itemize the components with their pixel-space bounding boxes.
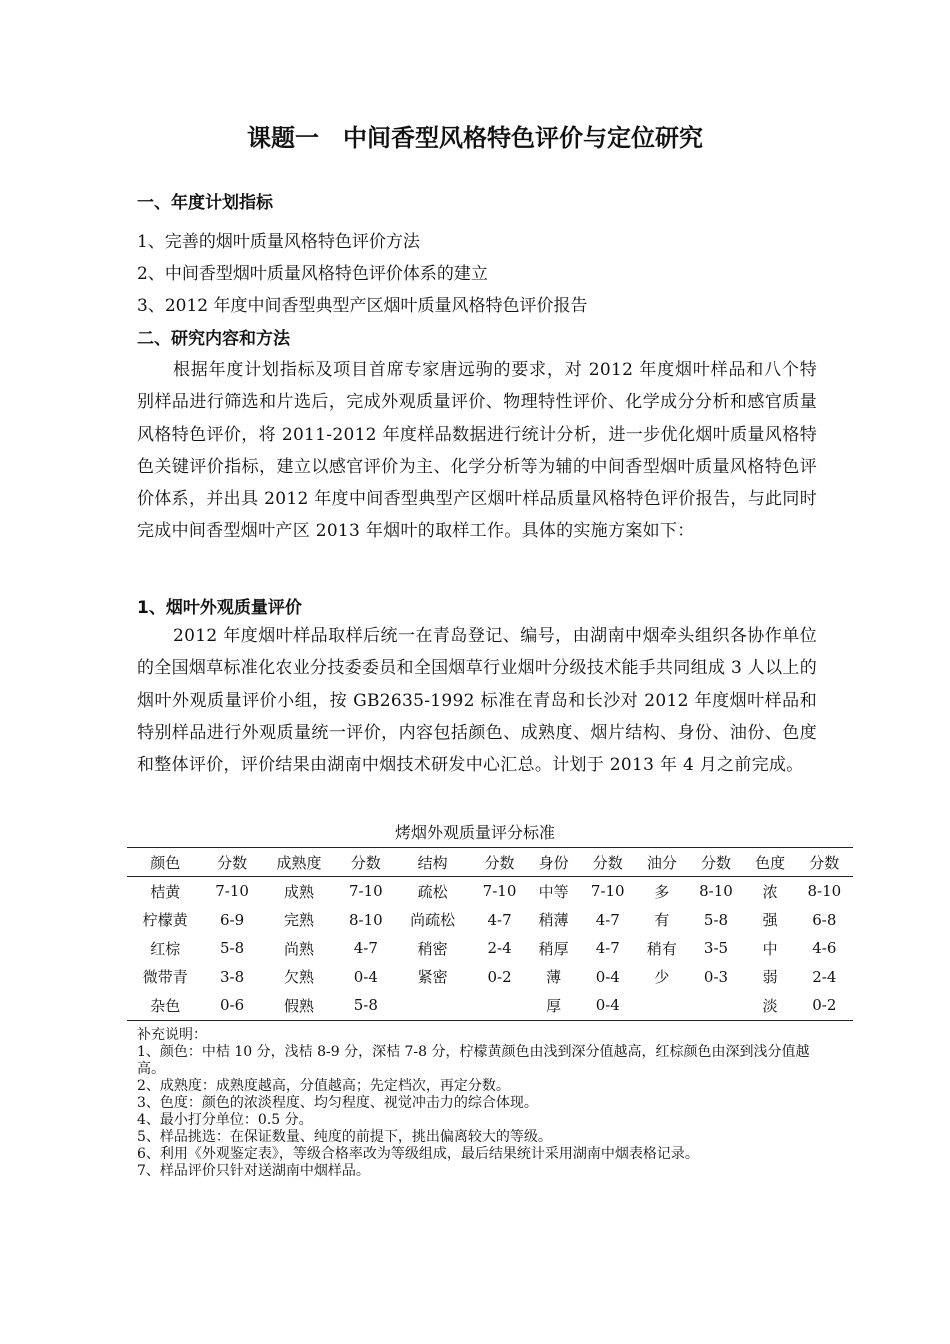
page-title: 课题一 中间香型风格特色评价与定位研究 [247,124,703,152]
table-cell: 薄 [546,968,562,987]
header-cell: 色度 [745,848,796,877]
table-cell: 8-10 [699,882,733,901]
table-cell: 2-4 [487,939,512,958]
table-cell: 红棕 [150,939,181,958]
table-cell: 6-9 [220,910,245,929]
plan-item-1: 1、完善的烟叶质量风格特色评价方法 [137,232,420,252]
table-row [127,991,853,1020]
table-cell: 尚疏松 [410,911,456,930]
table-row [127,877,853,906]
note-item: 1、颜色：中桔 10 分，浅桔 8-9 分，深桔 7-8 分，柠檬黄颜色由浅到深分值越高，红棕颜色由深到浅分值越高。 [137,1044,810,1077]
table-cell: 3-8 [220,967,245,986]
table-cell: 柠檬黄 [142,911,188,930]
header-cell: 油分 [636,848,687,877]
table-cell: 4-7 [595,910,620,929]
header-cell: 分数 [471,848,528,877]
header-cell: 颜色 [127,848,203,877]
table-cell: 6-8 [812,910,837,929]
table-cell: 假熟 [261,991,337,1020]
header-cell: 分数 [796,848,853,877]
table-cell: 5-8 [220,939,245,958]
table-cell: 4-7 [595,939,620,958]
table-cell: 7-10 [348,882,383,901]
header-cell: 身份 [528,848,579,877]
table-cell: 疏松 [417,882,448,901]
table-cell: 中 [762,939,778,958]
plan-item-3: 3、2012 年度中间香型典型产区烟叶质量风格特色评价报告 [137,296,588,316]
table-cell: 5-8 [703,910,729,929]
table-caption: 烤烟外观质量评分标准 [394,823,555,842]
header-cell: 分数 [337,848,394,877]
table-cell: 厚 [528,991,579,1020]
table-cell: 2-4 [812,967,837,986]
table-cell: 稍密 [417,939,448,958]
appearance-paragraph: 2012 年度烟叶样品取样后统一在青岛登记、编号，由湖南中烟牵头组织各协作单位的全国烟草标准化农业分技委委员和全国烟草行业烟叶分级技术能手共同组成 3 人以上的烟叶外观质量评价小组，按 GB2635-1992 标准在青岛和长沙对 2012 年度烟叶样品和特别样品进行外观质量统一评价，内容包括颜色、成熟度、烟片结构、身份、油份、色度和整体评价，评价结果由湖南中烟技术研发中心汇总。计划于 2013 年 4 月之前完成。 [137,626,817,776]
quality-score-table [127,847,853,1021]
supplementary-notes [137,1027,827,1180]
table-cell: 多 [654,882,670,901]
table-cell: 弱 [762,968,778,987]
table-cell: 强 [762,911,778,930]
table-cell: 淡 [745,991,796,1020]
table-cell: 7-10 [590,882,625,901]
plan-item-2: 2、中间香型烟叶质量风格特色评价体系的建立 [137,264,488,284]
table-cell: 有 [654,911,670,930]
table-cell: 微带青 [142,968,188,987]
table-cell: 0-6 [203,991,260,1020]
note-item: 5、样品挑选：在保证数量、纯度的前提下，挑出偏离较大的等级。 [137,1129,552,1145]
table-cell: 0-4 [595,967,620,986]
table-cell: 4-6 [812,939,837,958]
table-header-row [127,848,853,877]
table-cell: 中等 [538,882,569,901]
table-cell: 浓 [762,882,778,901]
header-cell: 成熟度 [261,848,337,877]
header-cell: 结构 [394,848,470,877]
table-row [127,963,853,992]
table-cell: 少 [654,968,670,987]
header-cell: 分数 [203,848,260,877]
table-cell [394,991,470,1020]
table-cell: 7-10 [215,882,249,901]
table-cell: 0-4 [353,967,378,986]
table-cell: 8-10 [348,910,383,929]
table-cell [471,991,528,1020]
table-cell: 欠熟 [283,968,314,987]
table-cell: 5-8 [337,991,394,1020]
table-cell: 杂色 [127,991,203,1020]
table-cell [636,991,687,1020]
table-cell: 完熟 [283,911,314,930]
table-cell: 8-10 [807,882,842,901]
notes-title: 补充说明： [137,1027,207,1043]
methods-paragraph: 根据年度计划指标及项目首席专家唐远驹的要求，对 2012 年度烟叶样品和八个特别样品进行筛选和片选后，完成外观质量评价、物理特性评价、化学成分分析和感官质量风格特色评价，将 2011-2012 年度样品数据进行统计分析，进一步优化烟叶质量风格特色关键评价指标，建立以感官评价为主、化学分析等为辅的中间香型烟叶质量风格特色评价体系，并出具 2012 年度中间香型典型产区烟叶样品质量风格特色评价报告，与此同时完成中间香型烟叶产区 2013 年烟叶的取样工作。具体的实施方案如下： [137,360,817,542]
table-cell: 尚熟 [283,939,314,958]
note-item: 4、最小打分单位：0.5 分。 [137,1112,313,1128]
table-cell: 3-5 [703,939,729,958]
table-cell: 0-2 [487,967,512,986]
section-heading-methods: 二、研究内容和方法 [137,329,290,349]
section-heading-plan: 一、年度计划指标 [137,193,273,213]
table-cell: 紧密 [417,968,448,987]
table-cell: 成熟 [283,882,314,901]
table-cell: 稍薄 [538,911,569,930]
note-item: 7、样品评价只针对送湖南中烟样品。 [137,1163,370,1179]
table-cell: 稍有 [646,939,677,958]
table-cell: 0-4 [579,991,636,1020]
table-cell: 桔黄 [150,882,181,901]
subsection-heading-appearance: 1、烟叶外观质量评价 [137,598,302,618]
note-item: 2、成熟度：成熟度越高，分值越高；先定档次，再定分数。 [137,1078,510,1094]
header-cell: 分数 [687,848,744,877]
table-row [127,906,853,935]
table-cell: 稍厚 [538,939,569,958]
header-cell: 分数 [579,848,636,877]
note-item: 6、利用《外观鉴定表》，等级合格率改为等级组成，最后结果统计采用湖南中烟表格记录。 [137,1146,699,1162]
table-cell: 7-10 [482,882,517,901]
note-item: 3、色度：颜色的浓淡程度、均匀程度、视觉冲击力的综合体现。 [137,1095,538,1111]
table-cell: 4-7 [487,910,512,929]
table-cell: 0-3 [703,967,729,986]
table-row [127,934,853,963]
table-cell: 0-2 [796,991,853,1020]
table-cell [687,991,744,1020]
table-cell: 4-7 [353,939,378,958]
